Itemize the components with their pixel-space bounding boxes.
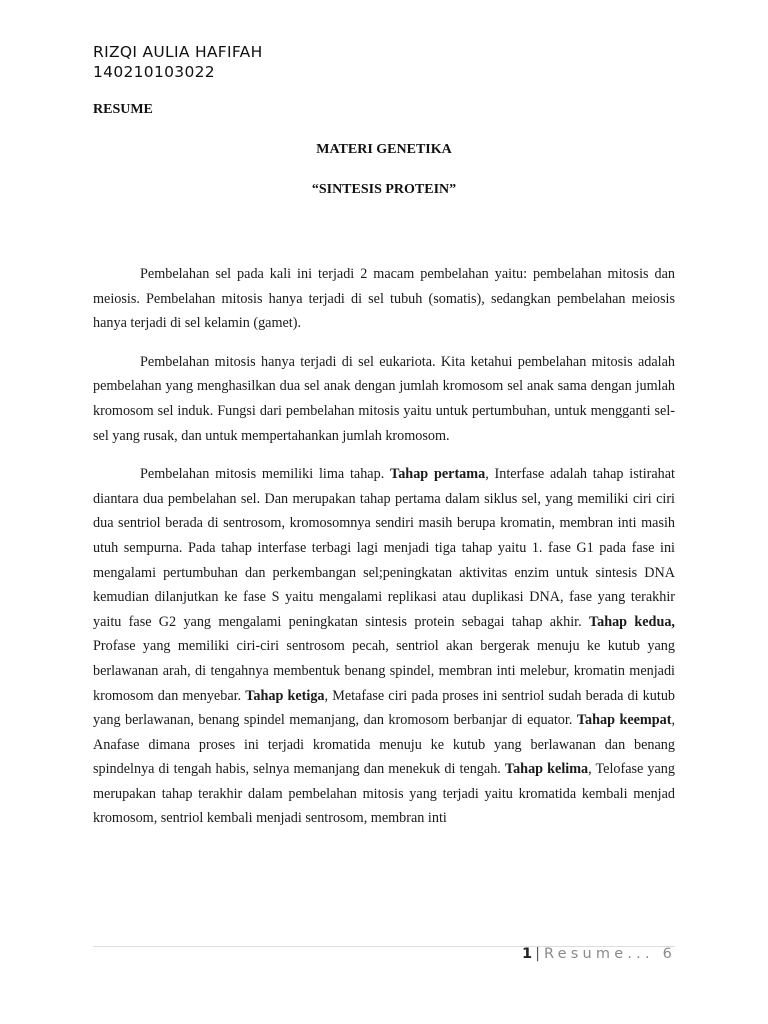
paragraph-2: Pembelahan mitosis hanya terjadi di sel eukariota. Kita ketahui pembelahan mitosis adalah pembelahan yang menghasilkan dua sel anak dengan jumlah kromosom sel anak sama dengan jumlah kromosom sel induk. Fungsi dari pembelahan mitosis yaitu untuk pertumbuhan, untuk mengganti sel-sel yang rusak, dan untuk mempertahankan jumlah kromosom. bbox=[93, 353, 675, 444]
author-block bbox=[93, 42, 263, 82]
p3-text-2: , Interfase adalah tahap istirahat diantara dua pembelahan sel. Dan merupakan tahap pertama dalam siklus sel, yang memiliki ciri ciri dua sentriol berada di sentrosom, kromosomnya sendiri masih berupa kromatin, membran inti masih utuh sempurna. Pada tahap interfase terbagi lagi menjadi tiga tahap yaitu 1. fase G1 pada fase ini mengalami pertumbuhan dan perkembangan sel;peningkatan aktivitas enzim untuk sintesis DNA kemudian dilanjutkan ke fase S yaitu mengalami replikasi atau duplikasi DNA, fase yang terakhir yaitu fase G2 yang mengalami peningkatan sintesis protein sebagai tahap akhir. bbox=[93, 466, 675, 630]
subject-title: MATERI GENETIKA bbox=[316, 142, 452, 157]
p3-text-4: , Metafase ciri pada proses ini sentriol sudah berada di kutub yang berlawanan, benang spindel memanjang, dan kromosom berbanjar di equator. bbox=[93, 687, 676, 729]
author-name: RIZQI AULIA HAFIFAH bbox=[93, 43, 263, 61]
body-text bbox=[93, 262, 675, 845]
topic-title: “SINTESIS PROTEIN” bbox=[311, 182, 457, 197]
paragraph-1: Pembelahan sel pada kali ini terjadi 2 macam pembelahan yaitu: pembelahan mitosis dan meiosis. Pembelahan mitosis hanya terjadi di sel tubuh (somatis), sedangkan pembelahan meiosis hanya terjadi di sel kelamin (gamet). bbox=[93, 266, 675, 332]
p3-text-1: Pembelahan mitosis memiliki lima tahap. bbox=[140, 466, 391, 483]
resume-heading: RESUME bbox=[93, 102, 153, 117]
page-number: 1 bbox=[522, 946, 533, 962]
paragraph-3 bbox=[93, 462, 675, 831]
p3-bold-tahap-kelima: Tahap kelima bbox=[504, 761, 589, 778]
p3-bold-tahap-kedua: Tahap kedua, bbox=[588, 613, 675, 630]
p3-bold-tahap-ketiga: Tahap ketiga bbox=[245, 687, 325, 704]
p3-bold-tahap-keempat: Tahap keempat bbox=[576, 712, 672, 729]
p3-text-5: , Anafase dimana proses ini terjadi kromatida menuju ke kutub yang berlawanan dan benang spindelnya di tengah habis, selnya memanjang dan menekuk di tengah. bbox=[93, 712, 676, 778]
p3-text-6: , Telofase yang merupakan tahap terakhir dalam pembelahan mitosis yang terjadi yaitu kromatida kembali menjad kromosom, sentriol kembali menjadi sentrosom, membran inti bbox=[93, 761, 675, 827]
p3-bold-tahap-pertama: Tahap pertama bbox=[390, 466, 486, 483]
page-footer bbox=[522, 946, 676, 962]
footer-running-label: Resume... 6 bbox=[544, 946, 676, 962]
p3-text-3: Profase yang memiliki ciri-ciri sentrosom pecah, sentriol akan bergerak menuju ke kutub yang berlawanan arah, di tengahnya membentuk benang spindel, membran inti melebur, kromatin menjadi kromosom dan menyebar. bbox=[93, 638, 675, 704]
student-id: 140210103022 bbox=[93, 63, 215, 81]
footer-separator: | bbox=[535, 946, 540, 962]
